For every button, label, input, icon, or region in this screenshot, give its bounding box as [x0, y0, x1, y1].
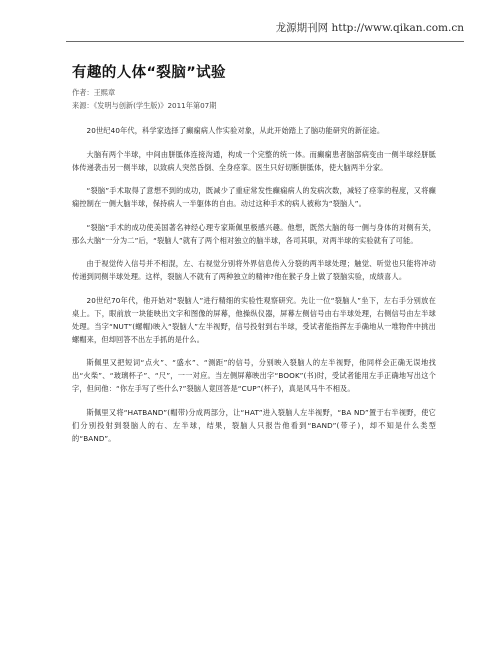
article-title: 有趣的人体“裂脑”试验: [72, 65, 226, 81]
paragraph: 20世纪40年代，科学家选择了癫痫病人作实验对象，从此开始踏上了脑功能研究的新征途。: [86, 126, 385, 135]
paragraph: “裂脑”手术的成功使美国著名神经心理专家斯佩里极感兴趣。他想，既然大脑的每一侧与身体的对侧有关，那么大脑“一分为二”后，“裂脑人”就有了两个相对独立的脑半球，各司其职，对两半球的实验就有了可能。: [72, 222, 436, 245]
paragraph: 20世纪70年代，他开始对“裂脑人”进行精细的实验性观察研究。先让一位“裂脑人”坐下，左右手分别放在桌上。下，眼前放一块能映出文字和图像的屏幕，他操纵仪器，屏幕左侧信号由右半球处理，右侧信号由左半球处理。当字“NUT”(螺帽)映入“裂脑人”左半视野，信号投射到右半球，受试者能指挥左手确地从一堆物件中挑出螺帽来，但却回答不出左手抓的是什么。: [72, 295, 436, 344]
article-body: [72, 124, 436, 455]
paragraph: 由于视觉传入信号并不相混，左、右视觉分别将外界信息传入分裂的两半球处理；触觉、听觉也只能将冲动传递到同侧半球处理。这样，裂脑人不就有了两种独立的精神?他在猴子身上做了裂脑实验，成绩喜人。: [72, 259, 436, 281]
header-divider: [66, 41, 464, 42]
site-header: 龙源期刊网 http://www.qikan.com.cn: [275, 22, 464, 34]
paragraph: 大脑有两个半球，中间由胼胝体连接沟通，构成一个完整的统一体。而癫痫患者脑部病变由一侧半球经胼胝体传递袭击另一侧半球，以致病人突然昏倒、全身痉挛。医生只好切断胼胝体，使大脑两半分家。: [72, 149, 436, 172]
paragraph: 斯佩里又把短词“点火”、“盛水”、“测距”的信号，分别映入裂脑人的左半视野，他同样会正确无误地找出“火柴”、“玻璃杯子”、“尺”，一一对应。当左侧屏幕映出字“BOOK”(书)时，受试者能用左手正确地写出这个字，但问他：“你左手写了些什么?”裂脑人竟回答是“CUP”(杯子)，真是风马牛不相及。: [72, 358, 436, 393]
article-author: 作者：王熙章: [72, 88, 116, 97]
paragraph: “裂脑”手术取得了意想不到的成功，既减少了重症常发性癫痫病人的发病次数，减轻了痉挛的程度，又将癫痫控制在一侧大脑半球，保持病人一半躯体的自由。动过这种手术的病人被称为“裂脑人”。: [72, 186, 436, 208]
article-source: 来源：《发明与创新(学生版)》2011年第07期: [72, 101, 217, 110]
paragraph: 斯佩里又将“HATBAND”(帽带)分成两部分，让“HAT”进入裂脑人左半视野，“BA ND”置于右半视野，使它们分别投射到裂脑人的右、左半球，结果，裂脑人只报告他看到“BAND”(带子)，却不知是什么类型的“BAND”。: [72, 407, 436, 443]
